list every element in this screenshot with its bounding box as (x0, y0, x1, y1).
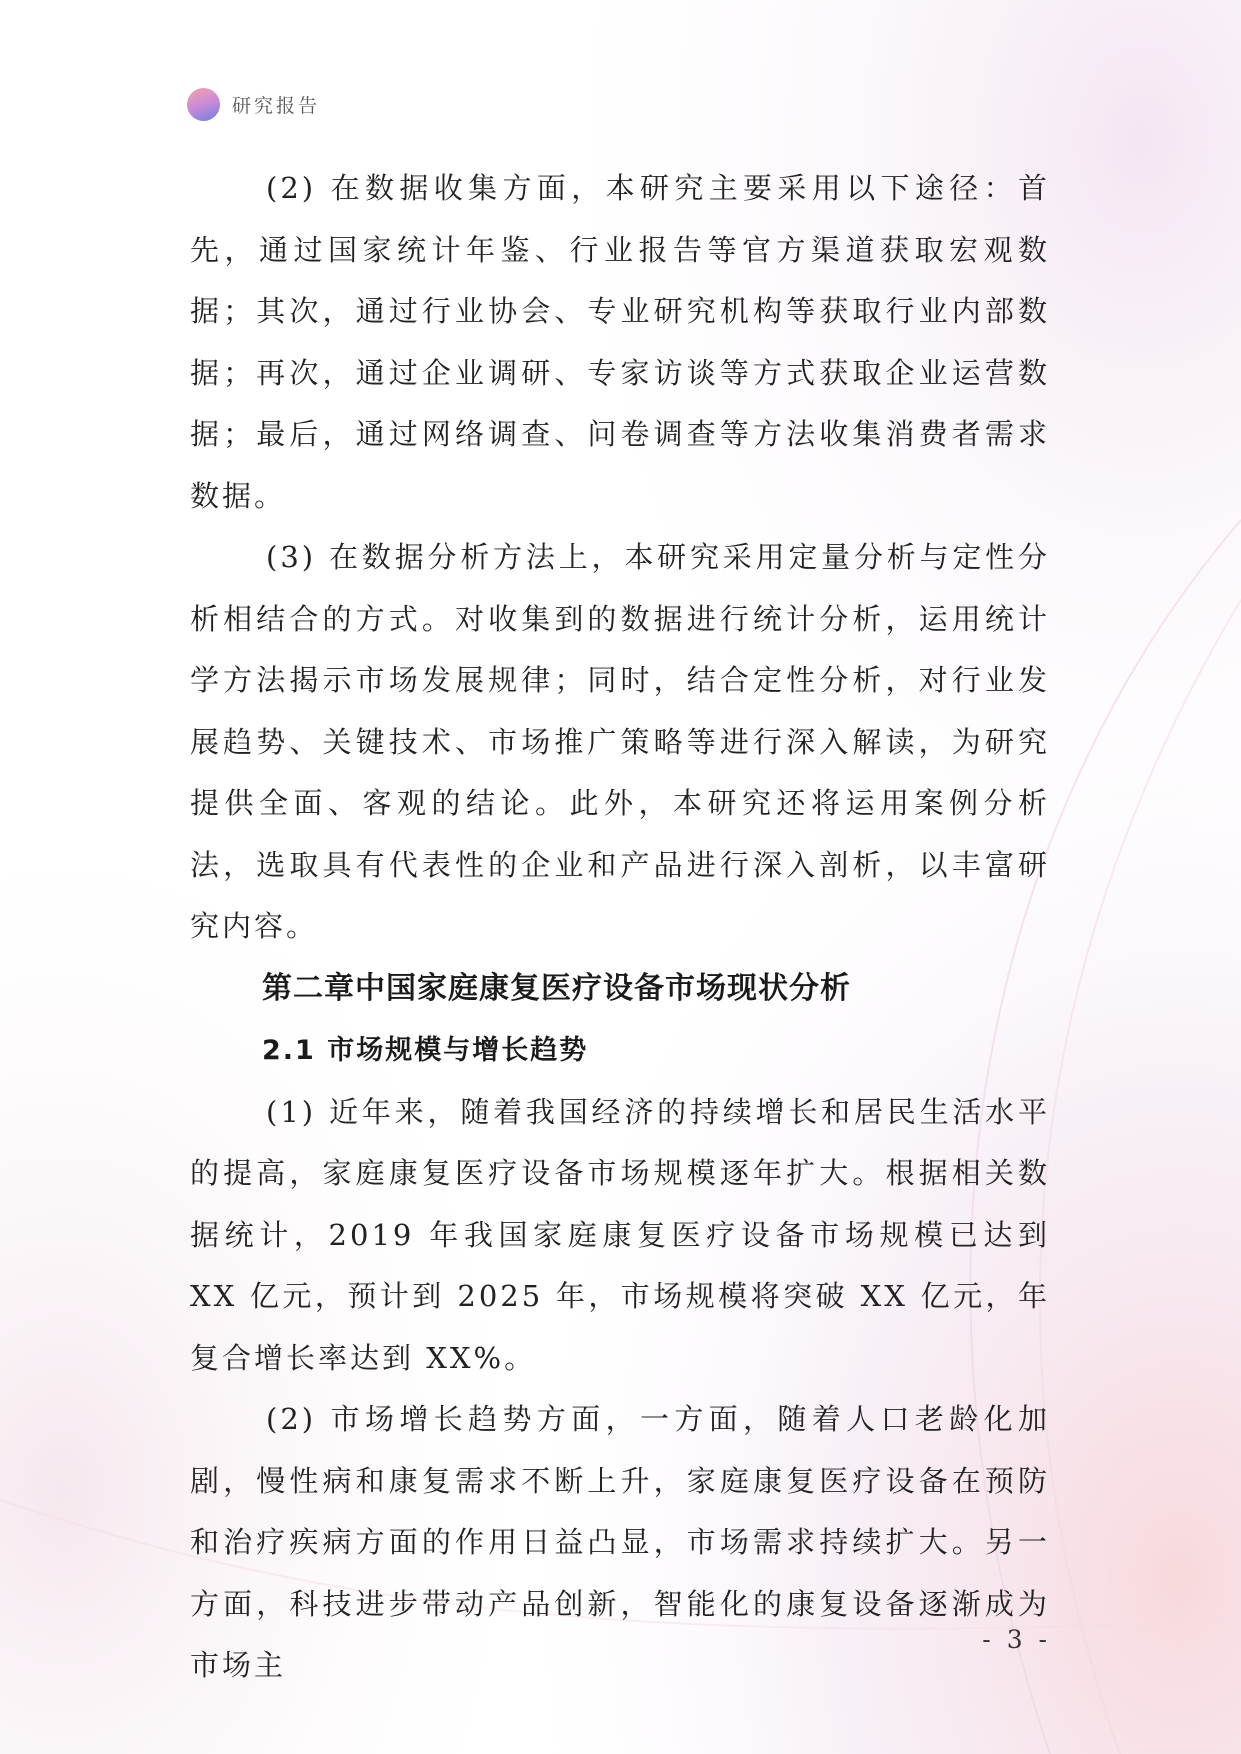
section-title: 2.1 市场规模与增长趋势 (262, 1034, 589, 1066)
report-header (187, 88, 320, 121)
chapter-title: 第二章中国家庭康复医疗设备市场现状分析 (262, 970, 851, 1006)
logo-circle-icon (187, 88, 220, 121)
paragraph-data-collection: (2) 在数据收集方面，本研究主要采用以下途径：首先，通过国家统计年鉴、行业报告等官方渠道获取宏观数据；其次，通过行业协会、专业研究机构等获取行业内部数据；再次，通过企业调研、专家访谈等方式获取企业运营数据；最后，通过网络调查、问卷调查等方法收集消费者需求数据。 (190, 171, 1050, 513)
header-title: 研究报告 (232, 95, 321, 117)
paragraph-data-analysis: (3) 在数据分析方法上，本研究采用定量分析与定性分析相结合的方式。对收集到的数据进行统计分析，运用统计学方法揭示市场发展规律；同时，结合定性分析，对行业发展趋势、关键技术、市场推广策略等进行深入解读，为研究提供全面、客观的结论。此外，本研究还将运用案例分析法，选取具有代表性的企业和产品进行深入剖析，以丰富研究内容。 (190, 540, 1050, 943)
document-body (190, 158, 1050, 1697)
paragraph-market-size: (1) 近年来，随着我国经济的持续增长和居民生活水平的提高，家庭康复医疗设备市场规模逐年扩大。根据相关数据统计，2019 年我国家庭康复医疗设备市场规模已达到 XX 亿元，预计到 2025 年，市场规模将突破 XX 亿元，年复合增长率达到 XX%。 (190, 1094, 1050, 1375)
paragraph-growth-trend: (2) 市场增长趋势方面，一方面，随着人口老龄化加剧，慢性病和康复需求不断上升，家庭康复医疗设备在预防和治疗疾病方面的作用日益凸显，市场需求持续扩大。另一方面，科技进步带动产品创新，智能化的康复设备逐渐成为市场主 (190, 1402, 1050, 1682)
page-number: - 3 - (982, 1625, 1051, 1654)
